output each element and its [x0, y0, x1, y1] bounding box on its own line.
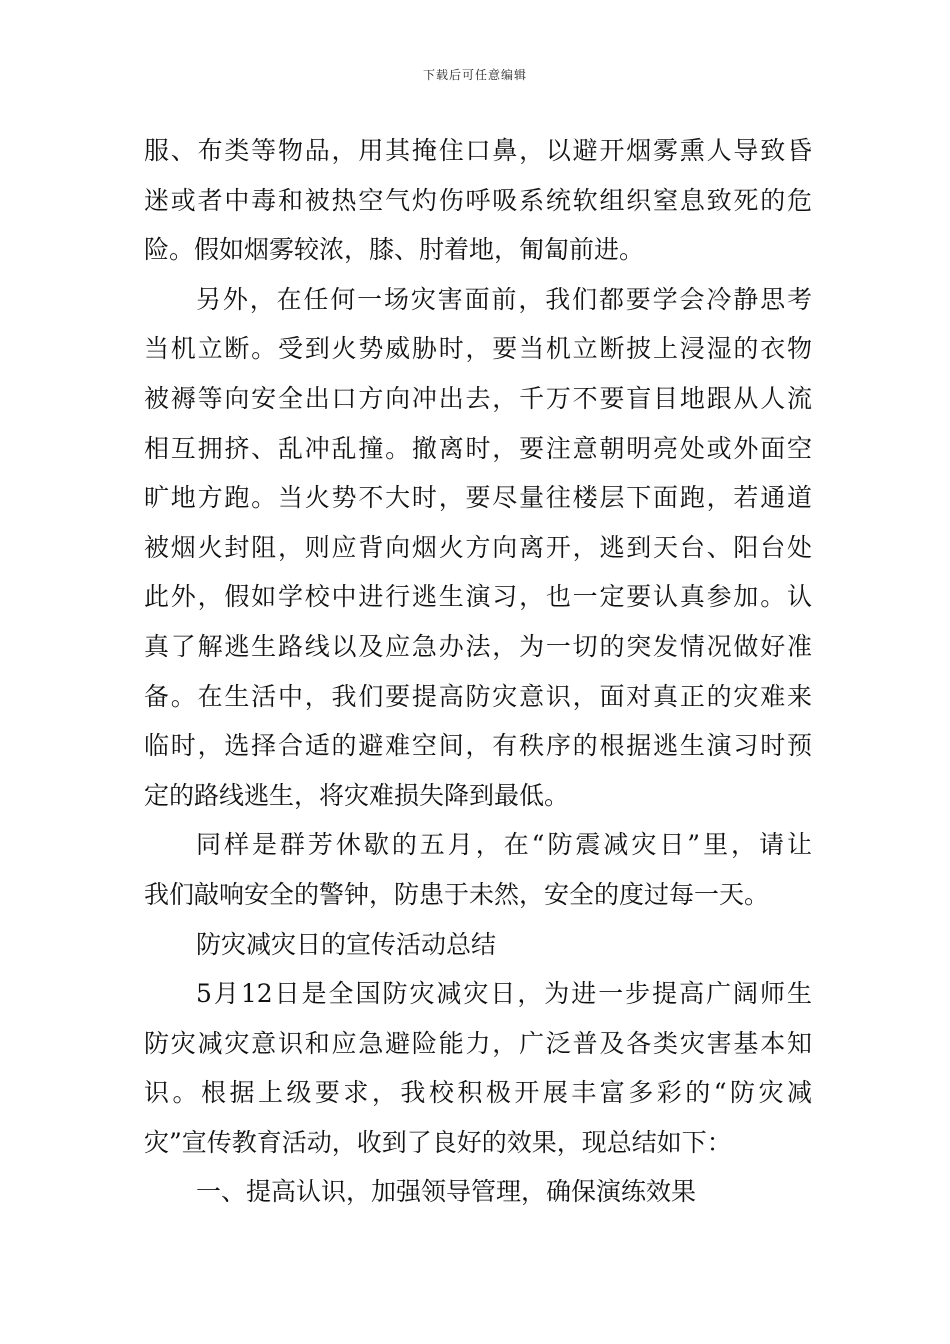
- text-line: 此外，假如学校中进行逃生演习，也一定要认真参加。认: [144, 582, 812, 612]
- text-line: 防灾减灾意识和应急避险能力，广泛普及各类灾害基本知: [144, 1028, 812, 1058]
- text-line: 我们敲响安全的警钟，防患于未然，安全的度过每一天。: [144, 879, 770, 909]
- text-line: 临时，选择合适的避难空间，有秩序的根据逃生演习时预: [144, 731, 812, 761]
- text-line: 同样是群芳休歇的五月，在“防震减灾日”里，请让: [196, 830, 812, 860]
- section-title: 防灾减灾日的宣传活动总结: [196, 929, 497, 959]
- text-line: 当机立断。受到火势威胁时，要当机立断披上浸湿的衣物: [144, 334, 812, 364]
- text-line: 定的路线逃生，将灾难损失降到最低。: [144, 780, 570, 810]
- text-line: 被褥等向安全出口方向冲出去，千万不要盲目地跟从人流: [144, 383, 812, 413]
- text-line: 备。在生活中，我们要提高防灾意识，面对真正的灾难来: [144, 681, 812, 711]
- text-line: 被烟火封阻，则应背向烟火方向离开，逃到天台、阳台处: [144, 532, 812, 562]
- text-line: 真了解逃生路线以及应急办法，为一切的突发情况做好准: [144, 631, 812, 661]
- document-body: [144, 126, 812, 1217]
- text-line: 服、布类等物品，用其掩住口鼻，以避开烟雾熏人导致昏: [144, 136, 812, 165]
- text-line: 另外，在任何一场灾害面前，我们都要学会冷静思考: [196, 284, 812, 314]
- text-line: 识。根据上级要求，我校积极开展丰富多彩的“防灾减: [144, 1078, 812, 1108]
- text-line: 迷或者中毒和被热空气灼伤呼吸系统软组织窒息致死的危: [144, 185, 812, 215]
- text-line: 旷地方跑。当火势不大时，要尽量往楼层下面跑，若通道: [144, 483, 812, 513]
- page-header-note: 下载后可任意编辑: [422, 68, 527, 82]
- text-line: 灾”宣传教育活动，收到了良好的效果，现总结如下：: [144, 1127, 732, 1157]
- text-line: 5月12日是全国防灾减灾日，为进一步提高广阔师生: [196, 979, 812, 1009]
- text-line: 险。假如烟雾较浓，膝、肘着地，匍匐前进。: [144, 235, 645, 265]
- text-line: 相互拥挤、乱冲乱撞。撤离时，要注意朝明亮处或外面空: [144, 433, 812, 463]
- section-heading: 一、提高认识，加强领导管理，确保演练效果: [196, 1177, 697, 1207]
